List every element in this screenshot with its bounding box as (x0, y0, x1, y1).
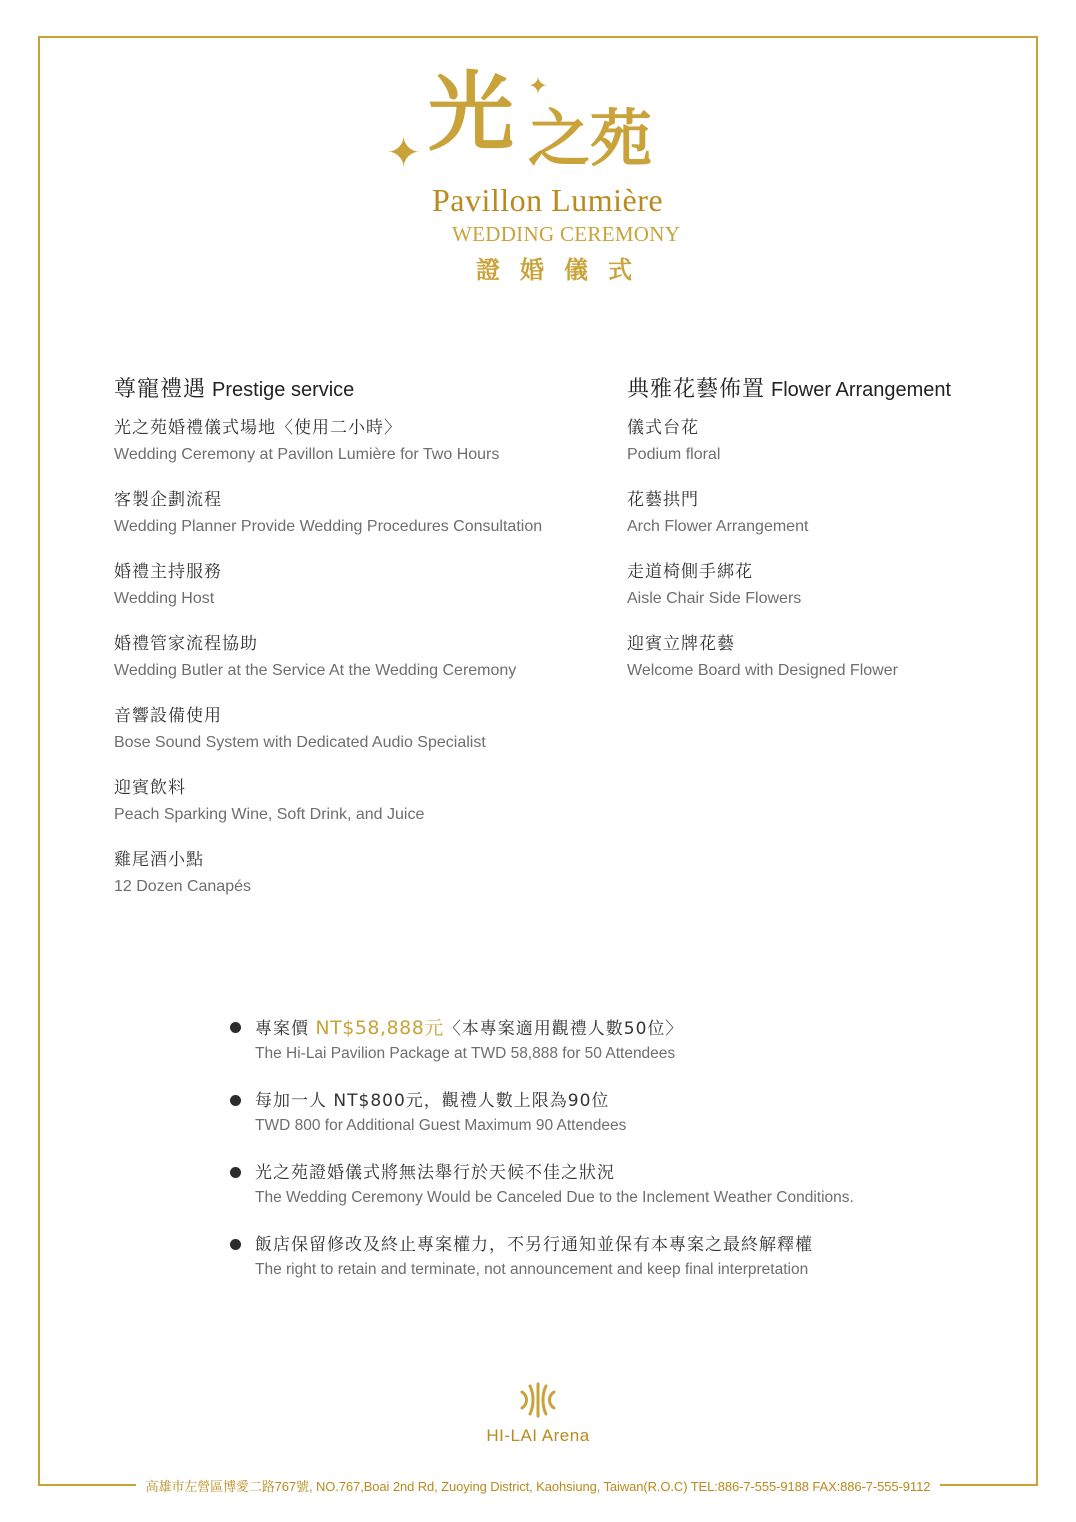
logo-zh-subtitle: 證婚儀式 (476, 255, 652, 284)
note-item (230, 1087, 950, 1137)
package-notes (230, 1014, 950, 1303)
brand-name: HI-LAI Arena (486, 1426, 590, 1445)
item-zh: 光之苑婚禮儀式場地〈使用二小時〉 (114, 418, 402, 438)
item-en: Wedding Butler at the Service At the Wedding Ceremony (114, 662, 517, 679)
item-en: Wedding Host (114, 590, 215, 607)
item-zh: 婚禮主持服務 (114, 562, 222, 582)
logo-cjk-main: 光 (428, 62, 514, 163)
footer-rule-left (38, 1484, 136, 1486)
logo-cjk-rest: 之苑 (528, 102, 653, 175)
note-zh (255, 1014, 950, 1043)
hi-lai-logo-icon (518, 1380, 558, 1420)
note-zh: 每加一人 NT$800元，觀禮人數上限為90位 (255, 1091, 610, 1111)
item-en: Wedding Planner Provide Wedding Procedures Consultation (114, 518, 543, 535)
note-item (230, 1159, 950, 1209)
note-en: The Hi-Lai Pavilion Package at TWD 58,888 for 50 Attendees (255, 1045, 676, 1062)
package-price: NT$58,888元 (315, 1017, 444, 1039)
section-heading-zh: 尊寵禮遇 (114, 377, 207, 402)
list-item (114, 631, 594, 685)
item-en: Podium floral (627, 446, 721, 463)
item-en: Arch Flower Arrangement (627, 518, 809, 535)
logo-ceremony-title: WEDDING CEREMONY (452, 222, 681, 246)
note-item (230, 1231, 950, 1281)
item-en: Aisle Chair Side Flowers (627, 590, 802, 607)
bullet-icon (230, 1167, 241, 1178)
item-zh: 婚禮管家流程協助 (114, 634, 258, 654)
footer-rule-right (940, 1484, 1038, 1486)
note-zh-prefix: 專案價 (255, 1019, 309, 1039)
bullet-icon (230, 1239, 241, 1250)
list-item (114, 559, 594, 613)
list-item (627, 415, 1027, 469)
section-heading (627, 372, 1027, 403)
pavillon-lumiere-logo (380, 62, 700, 290)
footer (38, 1474, 1038, 1496)
item-zh: 客製企劃流程 (114, 490, 222, 510)
list-item (114, 415, 594, 469)
item-zh: 儀式台花 (627, 418, 699, 438)
list-item (114, 847, 594, 901)
section-heading (114, 372, 594, 403)
sparkle-star-icon: ✦ (386, 128, 422, 177)
item-en: Wedding Ceremony at Pavillon Lumière for Two Hours (114, 446, 500, 463)
note-item (230, 1014, 950, 1065)
logo-latin-name: Pavillon Lumière (432, 182, 664, 218)
sparkle-star-icon: ✦ (528, 72, 549, 100)
item-en: Bose Sound System with Dedicated Audio Specialist (114, 734, 486, 751)
note-en: The Wedding Ceremony Would be Canceled Due to the Inclement Weather Conditions. (255, 1189, 854, 1206)
list-item (114, 703, 594, 757)
list-item (627, 487, 1027, 541)
item-en: 12 Dozen Canapés (114, 878, 251, 895)
note-zh: 飯店保留修改及終止專案權力，不另行通知並保有本專案之最終解釋權 (255, 1235, 813, 1255)
item-zh: 迎賓立牌花藝 (627, 634, 735, 654)
flower-arrangement-section (627, 372, 1027, 703)
item-zh: 走道椅側手綁花 (627, 562, 753, 582)
hi-lai-brand (438, 1380, 638, 1446)
item-zh: 花藝拱門 (627, 490, 699, 510)
list-item (627, 559, 1027, 613)
prestige-service-section (114, 372, 594, 919)
note-zh-suffix: 〈本專案適用觀禮人數50位〉 (443, 1019, 684, 1039)
item-en: Welcome Board with Designed Flower (627, 662, 898, 679)
list-item (114, 487, 594, 541)
section-heading-en: Prestige service (212, 379, 355, 401)
item-zh: 音響設備使用 (114, 706, 222, 726)
section-heading-en: Flower Arrangement (771, 379, 952, 401)
note-en: TWD 800 for Additional Guest Maximum 90 Attendees (255, 1117, 627, 1134)
note-en: The right to retain and terminate, not announcement and keep final interpretation (255, 1261, 809, 1278)
note-zh: 光之苑證婚儀式將無法舉行於天候不佳之狀況 (255, 1163, 615, 1183)
list-item (114, 775, 594, 829)
section-heading-zh: 典雅花藝佈置 (627, 377, 766, 402)
item-en: Peach Sparking Wine, Soft Drink, and Juice (114, 806, 425, 823)
item-zh: 雞尾酒小點 (114, 850, 204, 870)
list-item (627, 631, 1027, 685)
footer-address: 高雄市左營區博愛二路767號, NO.767,Boai 2nd Rd, Zuoying District, Kaohsiung, Taiwan(R.O.C) TEL:886-7-555-9188 FAX:886-7-555-9112 (145, 1478, 931, 1494)
bullet-icon (230, 1022, 241, 1033)
bullet-icon (230, 1095, 241, 1106)
item-zh: 迎賓飲料 (114, 778, 186, 798)
